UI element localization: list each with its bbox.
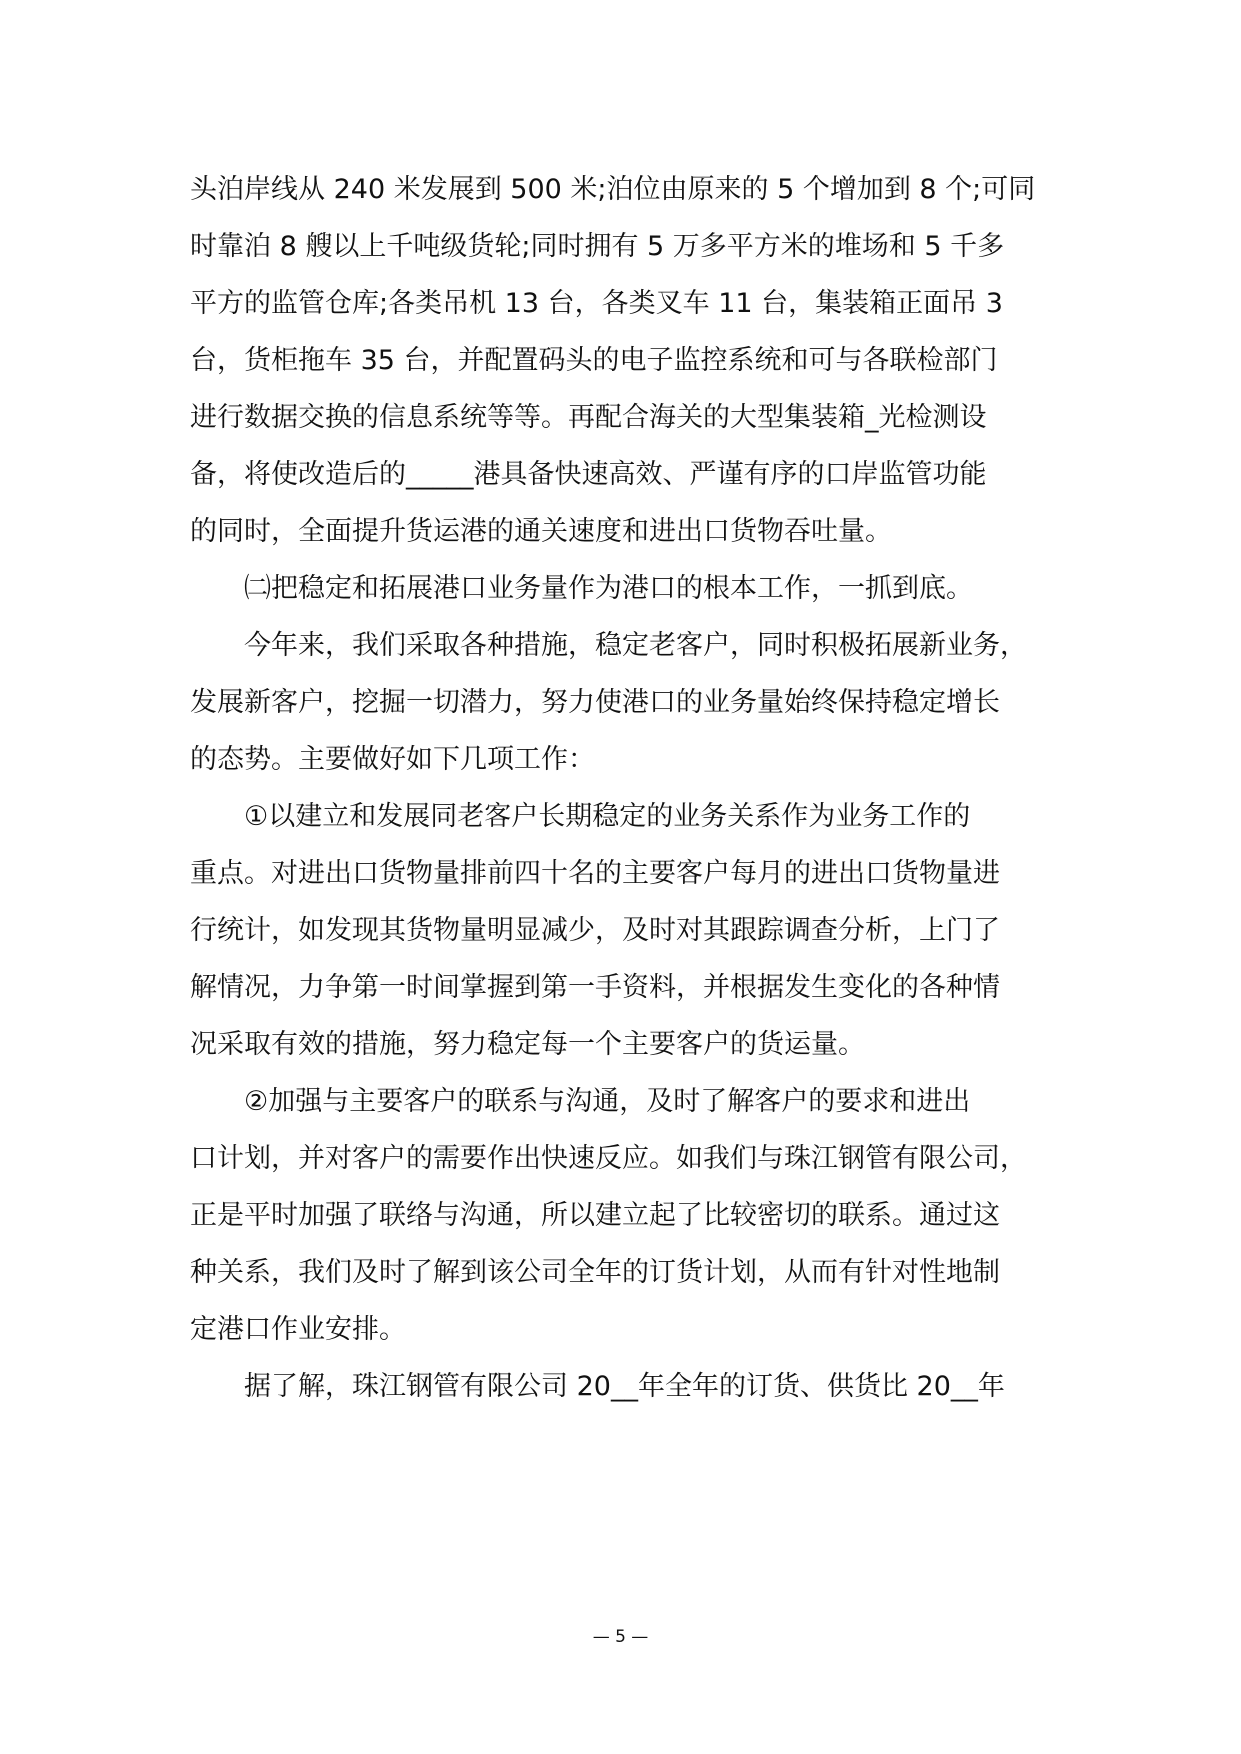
text-line: 发展新客户，挖掘一切潜力，努力使港口的业务量始终保持稳定增长 — [190, 687, 1000, 718]
text-line: 种关系，我们及时了解到该公司全年的订货计划，从而有针对性地制 — [190, 1257, 1000, 1288]
section-heading: ㈡把稳定和拓展港口业务量作为港口的根本工作，一抓到底。 — [244, 573, 973, 604]
text-line: 时靠泊 8 艘以上千吨级货轮;同时拥有 5 万多平方米的堆场和 5 千多 — [190, 231, 1005, 262]
text-line: 备，将使改造后的_____港具备快速高效、严谨有序的口岸监管功能 — [190, 459, 987, 490]
list-item-2: ②加强与主要客户的联系与沟通，及时了解客户的要求和进出 — [244, 1086, 971, 1117]
paragraph-start: 据了解，珠江钢管有限公司 20__年全年的订货、供货比 20__年 — [244, 1371, 1005, 1402]
page-number: — 5 — — [592, 1627, 649, 1647]
text-line: 解情况，力争第一时间掌握到第一手资料，并根据发生变化的各种情 — [190, 972, 1000, 1003]
paragraph-start: 今年来，我们采取各种措施，稳定老客户，同时积极拓展新业务， — [244, 630, 1027, 661]
text-line: 正是平时加强了联络与沟通，所以建立起了比较密切的联系。通过这 — [190, 1200, 1000, 1231]
text-line: 定港口作业安排。 — [190, 1314, 406, 1345]
text-line: 况采取有效的措施，努力稳定每一个主要客户的货运量。 — [190, 1029, 865, 1060]
text-line: 口计划，并对客户的需要作出快速反应。如我们与珠江钢管有限公司， — [190, 1143, 1027, 1174]
text-line: 的态势。主要做好如下几项工作： — [190, 744, 595, 775]
text-line: 重点。对进出口货物量排前四十名的主要客户每月的进出口货物量进 — [190, 858, 1000, 889]
text-line: 头泊岸线从 240 米发展到 500 米;泊位由原来的 5 个增加到 8 个;可同 — [190, 174, 1036, 205]
text-line: 进行数据交换的信息系统等等。再配合海关的大型集装箱_光检测设 — [190, 402, 987, 433]
text-line: 台，货柜拖车 35 台，并配置码头的电子监控系统和可与各联检部门 — [190, 345, 998, 376]
text-line: 行统计，如发现其货物量明显减少，及时对其跟踪调查分析，上门了 — [190, 915, 1000, 946]
text-line: 的同时，全面提升货运港的通关速度和进出口货物吞吐量。 — [190, 516, 892, 547]
text-line: 平方的监管仓库;各类吊机 13 台，各类叉车 11 台，集装箱正面吊 3 — [190, 288, 1003, 319]
list-item-1: ①以建立和发展同老客户长期稳定的业务关系作为业务工作的 — [244, 801, 971, 832]
